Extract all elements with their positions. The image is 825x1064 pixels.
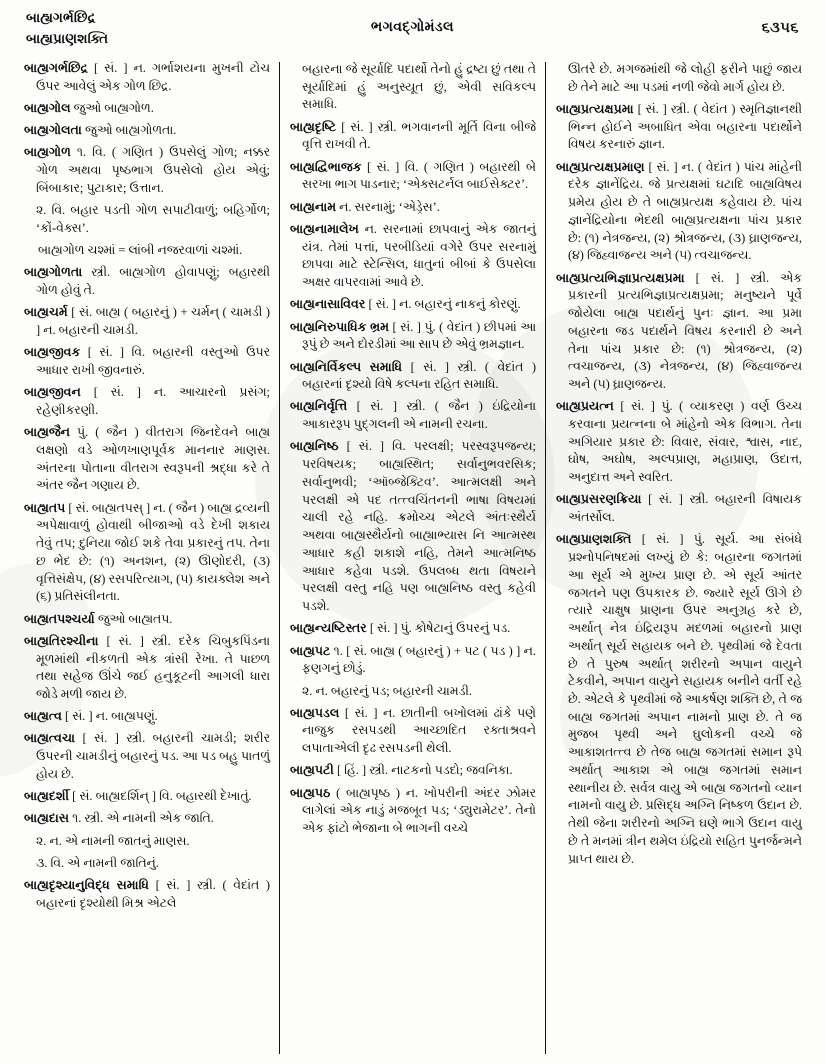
entry-sense	[290, 683, 536, 701]
book-title: ભગવદ્ગોમંડલ	[370, 20, 455, 35]
entry-definition: ૧. સ્ત્રી. એ નામની એક જાતિ.	[69, 811, 214, 826]
entry-headword: બાહ્યચર્મ	[24, 305, 68, 320]
entry-continuation	[556, 61, 802, 96]
entry-headword: બાહ્યપટી	[290, 763, 334, 778]
dictionary-entry	[556, 491, 802, 526]
entry-definition: સ્ત્રી. બાહ્યગોળ હોવાપણું; બહારથી ગોળ હોવું તે.	[36, 265, 270, 298]
dictionary-entry	[556, 159, 802, 265]
dictionary-entry	[24, 500, 270, 606]
dictionary-entry	[290, 119, 536, 154]
entry-headword: બાહ્યનિર્વિકલ્પ સમાધિ	[290, 359, 403, 374]
dictionary-entry	[290, 762, 536, 780]
dictionary-entry	[290, 199, 536, 217]
dictionary-entry	[290, 785, 536, 838]
entry-headword: બાહ્યપટ	[290, 643, 331, 658]
entry-headword: બાહ્યપ્રત્યક્ષપ્રમાણ	[556, 159, 645, 174]
entry-headword: બાહ્યપ્રાણશક્તિ	[556, 532, 632, 547]
entry-headword: બાહ્યદૃશ્યાનુવિદ્ધ સમાધિ	[24, 878, 149, 893]
entry-headword: બાહ્યગોલતા	[24, 123, 82, 138]
entry-definition: ૩. વિ. એ નામની જાતિનું.	[36, 855, 159, 870]
dictionary-entry	[556, 531, 802, 868]
dictionary-entry	[290, 705, 536, 758]
running-head	[0, 8, 825, 60]
entry-definition: [ હિં. ] સ્ત્રી. નાટકનો પડદો; જવનિકા.	[333, 763, 513, 778]
dictionary-entry	[290, 296, 536, 314]
entry-headword: બાહ્યનાસાવિવર	[290, 297, 366, 312]
entry-definition: [ સં. ] ન. આચારનો પ્રસંગ; રહેણીકરણી.	[36, 385, 270, 417]
running-head-left-line-2: બાહ્યપ્રાણશક્તિ	[26, 30, 109, 46]
entry-definition: બહારના જે સૂર્યાદિ પદાર્થો તેનો હું દ્રષ્ટા છું તથા તે સૂર્યાદિમાં હું અનુસ્યૂત છું, એવી સવિકલ્પ સમાધિ.	[302, 62, 536, 112]
entry-headword: બાહ્યપ્રસરણક્રિયા	[556, 492, 642, 507]
entry-headword: બાહ્યનામાલેખ	[290, 221, 359, 236]
dictionary-entry	[556, 270, 802, 394]
entry-definition: [ સં. ] વિ. પરલક્ષી; પરસ્વરૂપજન્ય; પરવિષયક; બાહ્યસ્થિત; સર્વાનુભવરસિક; સર્વાનુભવી; ‘ઑબ્જેક્ટિવ’. આત્મલક્ષી અને પરલક્ષી એ પદ તત્ત્વચિંતનની ભાષા વિષયમાં ચાલી રહે નહિ. ક્રમોચ્ચ એટલે અંતઃસ્થૈર્ય અથવા બાહ્યસ્થૈર્યનો બાહ્યાભ્યાસ નિ આત્મસ્થ આધાર કહી શકાશે નહિ, તેમને આત્મનિષ્ઠ આધાર કહેવા પડશે. ઉપલબ્ધ થતા વિષયને પરલક્ષી વસ્તુ નહિ પણ બાહ્યનિષ્ઠ વસ્તુ કહેવી પડશે.	[302, 439, 536, 614]
entry-headword: બાહ્યગોલ	[24, 100, 71, 115]
dictionary-entry	[290, 620, 536, 638]
entry-headword: બાહ્યતપ	[24, 500, 66, 515]
entry-definition: [ સં. ] સ્ત્રી. બહારની ચામડી; શરીર ઉપરની ચામડીનું બહારનું પડ. આ પડ બહુ પાતળું હોય છે.	[36, 731, 270, 781]
entry-definition: ન. સરનામાં છાપવાનું એક જાતનું યંત્ર. તેમાં પત્તાં, પરબીડિયાં વગેરે ઉપર સરનામું છાપવા માટે સ્ટેન્સિલ, ધાતુનાં બીબાં કે ઉપસેલા અક્ષર વાપરવામાં આવે છે.	[302, 221, 536, 290]
entry-definition: [ સં. ] ન. ( વેદાંત ) પાંચ માંહેની દરેક જ્ઞાનેંદ્રિય. જે પ્રત્યક્ષમાં ઘટાદિ બાહ્યવિષય પ્રમેય હોય છે તે બાહ્યપ્રત્યક્ષ કહેવાય છે. પાંચ જ્ઞાનેંદ્રિયોના ભેદથી બાહ્યપ્રત્યક્ષના પાંચ પ્રકાર છે: (૧) નેત્રજન્ય, (૨) શ્રોત્રજન્ય, (૩) ઘ્રાણજન્ય, (૪) જિહ્વાજન્ય અને (૫) ત્વચાજન્ય.	[568, 159, 802, 263]
entry-headword: બાહ્યતિરશ્ચીના	[24, 633, 99, 648]
dictionary-entry	[24, 304, 270, 339]
entry-definition: ઊતરે છે. મગજમાંથી જે લોહી ફરીને પાછું જાય છે તેને માટે આ પડમાં નળી જેવો માર્ગ હોય છે.	[568, 62, 802, 94]
entry-headword: બાહ્યગોળતા	[24, 265, 83, 280]
entry-headword: બાહ્યનિર્વૃત્તિ	[290, 399, 348, 414]
entry-headword: બાહ્યન્યષ્ટિસ્તર	[290, 621, 367, 636]
entry-definition: [ સં. બાહ્યતપસ્ ] ન. ( જૈન ) બાહ્ય દ્રવ્યની અપેક્ષાવાળું હોવાથી બીજાઓ વડે દેખી શકાય તેવું તપ; દુનિયા જોઈ શકે તેવા પ્રકારનું તપ. તેના છ ભેદ છે: (૧) અનશન, (૨) ઊણોદરી, (૩) વૃત્તિસંક્ષેપ, (૪) રસપરિત્યાગ, (૫) કાયક્લેશ અને (૬) પ્રતિસંલીનતા.	[36, 500, 270, 604]
dictionary-entry	[290, 643, 536, 678]
entry-definition: [ સં. બાહ્યદર્શિન્ ] વિ. બહારથી દેખાતું.	[69, 789, 252, 804]
entry-headword: બાહ્યનિરુપાધિક ભ્રમ	[290, 319, 389, 334]
entry-definition: ૨. ન. એ નામની જાતનું માણસ.	[36, 833, 190, 848]
dictionary-entry	[24, 144, 270, 197]
dictionary-entry	[24, 810, 270, 828]
entry-definition: [ સં. ] ન. બહારનું નાકનું કોરણું.	[365, 297, 521, 312]
dictionary-entry	[290, 159, 536, 194]
entry-headword: બાહ્યદાસ	[24, 811, 70, 826]
entry-headword: બાહ્યદૃષ્ટિ	[290, 119, 337, 134]
entry-headword: બાહ્યજીવન	[24, 385, 81, 400]
entry-definition: [ સં. ] પું. સૂર્ય. આ સંબંધે પ્રશ્નોપનિષદમાં લખ્યું છે કે: બહારના જગતમાં આ સૂર્ય એ મુખ્ય પ્રાણ છે. એ સૂર્ય આંતર જગતને પણ ઉપકારક છે. જ્યારે સૂર્ય ઊગે છે ત્યારે ચાક્ષુષ પ્રાણના ઉપર અનુગ્રહ કરે છે, અર્થાત્ નેત્ર ઇંદ્રિયરૂપ મદળમાં બહારનો પ્રાણ અર્થાત્ સૂર્ય સહાયક બને છે. પૃથ્વીમાં જે દેવતા છે તે પુરુષ અર્થાત્ શરીરનો અપાન વાયુને ટેકવીને, અપાન વાયુને સહાયક બનીને વર્તી રહે છે. એટલે કે પૃથ્વીમાં જે આકર્ષણ શક્તિ છે, તે જ બાહ્ય જગતમાં અપાન નામનો પ્રાણ છે. તે જ મુજબ પૃથ્વી અને ઘુલોકની વચ્ચે જે આકાશતત્ત્વ છે તેજ બાહ્ય જગતમાં સમાન રૂપે અર્થાત્ આકાશ એ બાહ્ય જગતમાં સમાન સ્થાનીય છે. સર્વત્ર વાયુ એ બાહ્ય જગતનો વ્યાન નામનો વાયુ છે. પ્રસિદ્ધ અગ્નિ નિષ્કળ ઉદાન છે. તેથી જેના શરીરનો અગ્નિ ઘણે ભાગે ઉદાન વાયુ છે તે મનમાં ત્રીન થમેલ ઇંદ્રિયો સહિત પુનર્જન્મને પ્રાપ્ત થાય છે.	[568, 532, 802, 866]
entry-sense	[24, 855, 270, 873]
dictionary-entry	[24, 384, 270, 419]
entry-headword: બાહ્યતપશ્ચર્યા	[24, 611, 95, 626]
column-3	[546, 60, 811, 1056]
dictionary-entry	[24, 708, 270, 726]
entry-definition: [ સં. બાહ્ય ( બહારનું ) + ચર્મન્ ( ચામડી ) ] ન. બહારની ચામડી.	[36, 305, 270, 338]
dictionary-entry	[290, 221, 536, 292]
entry-headword: બાહ્યપડલ	[290, 705, 340, 720]
dictionary-entry	[556, 398, 802, 487]
entry-definition: [ સં. ] ન. બાહ્યપણું.	[61, 709, 158, 724]
entry-headword: બાહ્યગોળ	[24, 145, 71, 160]
entry-headword: બાહ્યપ્રત્યક્ષપ્રમા	[556, 101, 634, 116]
entry-sense	[24, 242, 270, 260]
entry-definition: ૧. વિ. ( ગણિત ) ઉપસેલું ગોળ; નક્કર ગોળ અથવા પૃષ્ઠભાગ ઉપસેલો હોય એવું; બિંબાકાર; પુટાકાર; ઉત્તાન.	[36, 145, 270, 195]
entry-headword: બાહ્યત્વ	[24, 709, 62, 724]
entry-definition: [ સં. ] વિ. બહારની વસ્તુઓ ઉપર આધાર રાખી જીવનારું.	[36, 345, 270, 378]
entry-headword: બાહ્યદર્શી	[24, 789, 70, 804]
entry-headword: બાહ્યદ્વિભાજક	[290, 159, 362, 174]
entry-sense	[24, 202, 270, 237]
entry-headword: બાહ્યત્વચા	[24, 731, 75, 746]
columns-container	[14, 60, 811, 1056]
page-number: ૬૩૫૬	[761, 20, 799, 36]
dictionary-entry	[24, 100, 270, 118]
dictionary-entry	[290, 319, 536, 354]
entry-definition: ૧. [ સં. બાહ્ય ( બહારનું ) + પટ ( પડ ) ] ન. ફણગનું છોડું.	[302, 643, 536, 676]
dictionary-entry	[290, 398, 536, 433]
entry-definition: [ સં. ] ન. ગર્ભાશયના મુખની ટોચ ઉપર આવેલું એક ગોળ છિદ્ર.	[36, 61, 270, 93]
entry-definition: [ સં. ] વિ. ( ગણિત ) બહારથી બે સરખા ભાગ પાડનાર; ‘એક્સટર્નલ બાઈસેક્ટર’.	[302, 159, 536, 192]
dictionary-entry	[24, 122, 270, 140]
entry-definition: [ સં. ] ન. છાતીની બખોલમાં ઢાંકે પણે નાજુક રસપડથી આચ્છાદિત રક્તાશ્રવને લપાતાએલી દૃઢ રસપડની થેલી.	[302, 705, 536, 756]
dictionary-entry	[290, 359, 536, 394]
dictionary-entry	[24, 611, 270, 629]
entry-definition: [ સં. ] સ્ત્રી. દરેક ચિબુકપિંડના મૂળમાંથી નીકળતી એક ત્રાંસી રેખા. તે પાછળ તથા સહેજ ઊંચે જઈ હનુકૂટની આગલી ધારા જોડે મળી જાય છે.	[36, 633, 270, 701]
entry-definition: ન. સરનામું; ‘એડ્રેસ’.	[336, 199, 440, 214]
entry-definition: પું. ( જૈન ) વીતરાગ જિનદેવને બાહ્ય લક્ષણો વડે ઓળખાણપૂર્વક માનનાર માણસ. અંતરના પોતાના વીતરાગ સ્વરૂપની શ્રદ્ધા કરે તે અંતર જૈન ગણાય છે.	[36, 425, 270, 493]
entry-headword: બાહ્યનિષ્ઠ	[290, 439, 339, 454]
entry-definition: [ સં. ] પું. કોષેટાનું ઉપરનું પડ.	[366, 621, 511, 636]
entry-definition: જુઓ બાહ્યતપ.	[94, 611, 173, 626]
dictionary-entry	[24, 730, 270, 783]
entry-headword: બાહ્યપ્રત્યભિજ્ઞાપ્રત્યક્ષપ્રમા	[556, 270, 685, 285]
entry-definition: જુઓ બાહ્યગોળ.	[70, 100, 154, 115]
dictionary-entry	[24, 344, 270, 379]
entry-definition: [ સં. ] સ્ત્રી. બહારની વિષાયક અંતર્સોલ.	[568, 492, 802, 525]
entry-definition: [ સં. ] સ્ત્રી. ( વેદાંત ) બહારનાં દૃશ્યો વિષે કલ્પના રહિત સમાધિ.	[302, 359, 536, 392]
dictionary-entry	[24, 788, 270, 806]
entry-definition: [ સં. ] સ્ત્રી. ( વેદાંત ) બહારનાં દૃશ્યોથી મિશ્ર એટલે	[36, 878, 270, 910]
entry-definition: [ સં. ] સ્ત્રી. ( વેદાંત ) સ્મૃતિજ્ઞાનથી ભિન્ન હોઈને અબાધિત એવા બહારના પદાર્થોને વિષય કરનારું જ્ઞાન.	[568, 101, 802, 152]
entry-sense	[24, 833, 270, 851]
entry-headword: બાહ્યગર્ભછિદ્ર	[24, 61, 88, 75]
entry-continuation	[290, 61, 536, 114]
entry-definition: બાહ્યગોળ ચશ્માં = લાંબી નજરવાળાં ચશ્માં.	[38, 243, 243, 258]
dictionary-entry	[24, 424, 270, 495]
entry-headword: બાહ્યનામ	[290, 199, 337, 214]
entry-headword: બાહ્યજૈન	[24, 425, 70, 440]
entry-headword: બાહ્યજીવક	[24, 345, 81, 360]
entry-definition: [ સં. ] સ્ત્રી. ભગવાનની મૂર્તિ વિના બીજે વૃત્તિ રાખવી તે.	[302, 119, 536, 152]
column-1	[14, 60, 279, 1056]
entry-definition: ( બાહ્યપૃષ્ઠ ) ન. ખોપરીની અંદર ઝોમર લાગેલાં એક નાડું મજબૂત પડ; ‘ડ્યુરામેટર’. તેનો એક ફાંટો ભેજાના બે ભાગની વચ્ચે	[302, 785, 536, 836]
entry-definition: [ સં. ] પું. ( વ્યાકરણ ) વર્ણ ઉચ્ચ કરવાના પ્રયત્નના બે માંહેનો એક વિભાગ. તેના અગિયાર પ્રકાર છે: વિવાર, સંવાર, શ્વાસ, નાદ, ઘોષ, અઘોષ, અલ્પપ્રાણ, મહાપ્રાણ, ઉદાત્ત, અનુદાત્ત અને સ્વરિત.	[568, 399, 802, 485]
running-head-left-line-1: બાહ્યગર્ભછિદ્ર	[26, 10, 96, 25]
dictionary-entry	[24, 877, 270, 912]
dictionary-entry	[24, 60, 270, 95]
entry-definition: ૨. ન. બહારનું પડ; બહારની ચામડી.	[302, 683, 473, 698]
entry-headword: બાહ્યપઠ	[290, 785, 331, 800]
entry-definition: જુઓ બાહ્યગોળતા.	[81, 123, 177, 138]
column-2	[280, 60, 545, 1056]
entry-headword: બાહ્યપ્રયત્ન	[556, 399, 614, 414]
dictionary-entry	[290, 438, 536, 615]
entry-definition: [ સં. ] સ્ત્રી. એક પ્રકારની પ્રત્યભિજ્ઞાપ્રત્યક્ષપ્રમા; મનુષ્યને પૂર્વે જોયેલા બાહ્ય પદાર્થનું પુનઃ જ્ઞાન. આ પ્રમા બહારના જડ પદાર્થને વિષય કરનારી છે અને તેના પાંચ પ્રકાર છે: (૧) શ્રોત્રજન્ય, (૨) ત્વચાજન્ય, (૩) નેત્રજન્ય, (૪) જિહ્વાજન્ય અને (૫) ઘ્રાણજન્ય.	[568, 270, 802, 391]
entry-definition: ૨. વિ. બહાર પડતી ગોળ સપાટીવાળું; બહિર્ગોળ; ‘કોં-વેક્સ’.	[36, 203, 270, 235]
entry-definition: [ સં. ] પું. ( વેદાંત ) છીપમાં આ રૂપું છે અને દોરડીમાં આ સાપ છે એવું ભ્રમજ્ઞાન.	[302, 319, 537, 352]
dictionary-entry	[556, 101, 802, 154]
dictionary-entry	[24, 264, 270, 299]
entry-definition: [ સં. ] સ્ત્રી. ( જૈન ) ઇંદ્રિયોના આકારરૂપ પુદ્ગલની એ નામની રચના.	[302, 399, 536, 432]
dictionary-entry	[24, 633, 270, 704]
